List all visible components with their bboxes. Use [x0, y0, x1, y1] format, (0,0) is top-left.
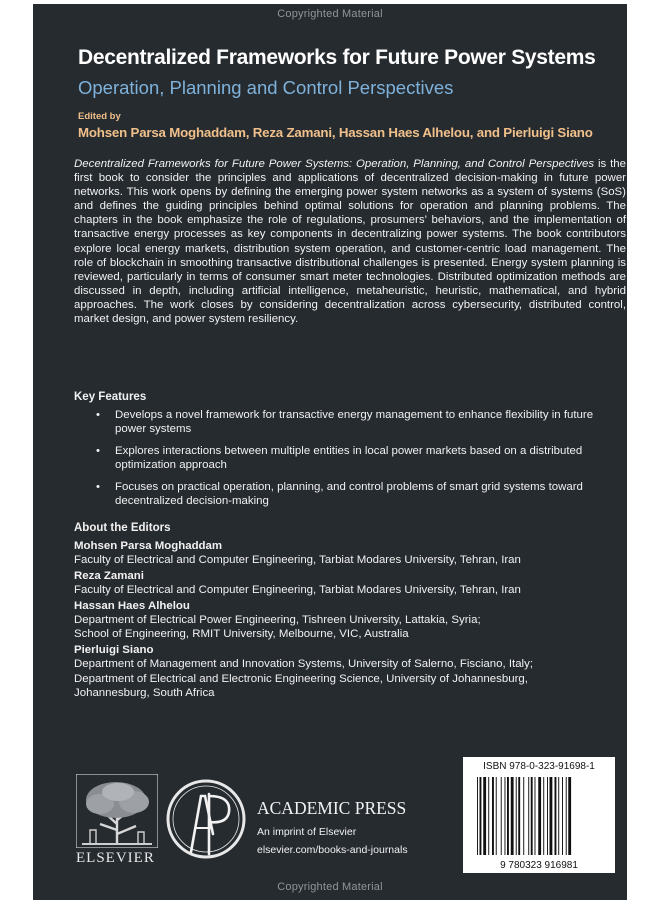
barcode-icon — [469, 775, 609, 871]
editor-names: Mohsen Parsa Moghaddam, Reza Zamani, Hassan Haes Alhelou, and Pierluigi Siano — [78, 125, 593, 140]
publisher-url: elsevier.com/books-and-journals — [257, 844, 408, 856]
editor-name: Mohsen Parsa Moghaddam — [74, 540, 223, 552]
editor-entry — [74, 599, 626, 642]
editor-affiliation: Department of Electrical Power Engineering, Tishreen University, Lattakia, Syria; — [74, 614, 481, 627]
book-description — [74, 157, 626, 326]
editor-affiliation: Department of Electrical and Electronic Engineering Science, University of Johannesburg, — [74, 672, 528, 685]
editor-affiliation: Johannesburg, South Africa — [74, 687, 215, 700]
feature-item: • Focuses on practical operation, planning, and control problems of smart grid systems toward decentralized decision-making — [96, 481, 583, 508]
book-subtitle: Operation, Planning and Control Perspectives — [78, 77, 454, 98]
editor-affiliation: Department of Management and Innovation Systems, University of Salerno, Fisciano, Italy; — [74, 658, 533, 671]
elsevier-wordmark: ELSEVIER — [76, 850, 155, 866]
feature-item: • Explores interactions between multiple entities in local power markets based on a distributed optimization approach — [96, 445, 583, 472]
editors-list — [74, 539, 626, 701]
description-title: Decentralized Frameworks for Future Power Systems: Operation, Planning, and Control Perspectives — [74, 158, 595, 170]
key-features-list — [93, 408, 623, 517]
editor-name: Reza Zamani — [74, 569, 144, 582]
editor-entry — [74, 569, 626, 598]
editor-entry — [74, 643, 626, 701]
watermark-bottom: Copyrighted Material — [277, 881, 383, 893]
editor-affiliation: Faculty of Electrical and Computer Engineering, Tarbiat Modares University, Tehran, Iran — [74, 554, 521, 567]
bullet-icon: • — [96, 481, 101, 494]
editor-name: Pierluigi Siano — [74, 643, 154, 656]
academic-press-wordmark: ACADEMIC PRESS — [257, 798, 407, 818]
academic-press-logo-icon — [165, 772, 247, 866]
watermark-top: Copyrighted Material — [277, 8, 383, 20]
isbn-barcode-box — [463, 757, 615, 873]
barcode-digits: 9 780323 916981 — [500, 860, 578, 871]
imprint-note: An imprint of Elsevier — [257, 826, 357, 838]
editor-name: Hassan Haes Alhelou — [74, 599, 190, 612]
isbn-label: ISBN 978-0-323-91698-1 — [483, 761, 595, 772]
description-body: is the first book to consider the principles and applications of decentralized decision-making in future power networks. This work opens by defining the emerging power system networks as a system of systems (SoS) and defines the guiding principles behind optimal solutions for operation and planning problems. The chapters in the book emphasize the role of regulations, prosumers’ behaviors, and the implementation of transactive energy processes as key components in decentralizing power systems. The book contributors explore local energy markets, distribution system operation, and customer-centric load management. The role of blockchain in smoothing transactive distributional challenges is presented. Energy system planning is reviewed, particularly in terms of consumer smart meter technologies. Distributed optimization methods are discussed in depth, including artificial intelligence, metaheuristic, heuristic, mathematical, and hybrid approaches. The work closes by considering decentralization across cybersecurity, distributed control, market design, and power system resiliency. — [74, 158, 626, 326]
editor-affiliation: Faculty of Electrical and Computer Engineering, Tarbiat Modares University, Tehran, Iran — [74, 584, 521, 597]
about-editors-heading: About the Editors — [74, 522, 171, 534]
editor-affiliation: School of Engineering, RMIT University, Melbourne, VIC, Australia — [74, 628, 409, 641]
book-title: Decentralized Frameworks for Future Power Systems — [78, 46, 596, 69]
editor-entry — [74, 539, 626, 568]
elsevier-tree-logo-icon — [76, 774, 158, 848]
book-back-cover — [33, 4, 627, 900]
feature-item: • Develops a novel framework for transactive energy management to enhance flexibility in future power systems — [96, 409, 594, 436]
edited-by-label: Edited by — [78, 111, 121, 122]
bullet-icon: • — [96, 409, 101, 421]
key-features-heading: Key Features — [74, 391, 147, 403]
bullet-icon: • — [96, 445, 101, 458]
